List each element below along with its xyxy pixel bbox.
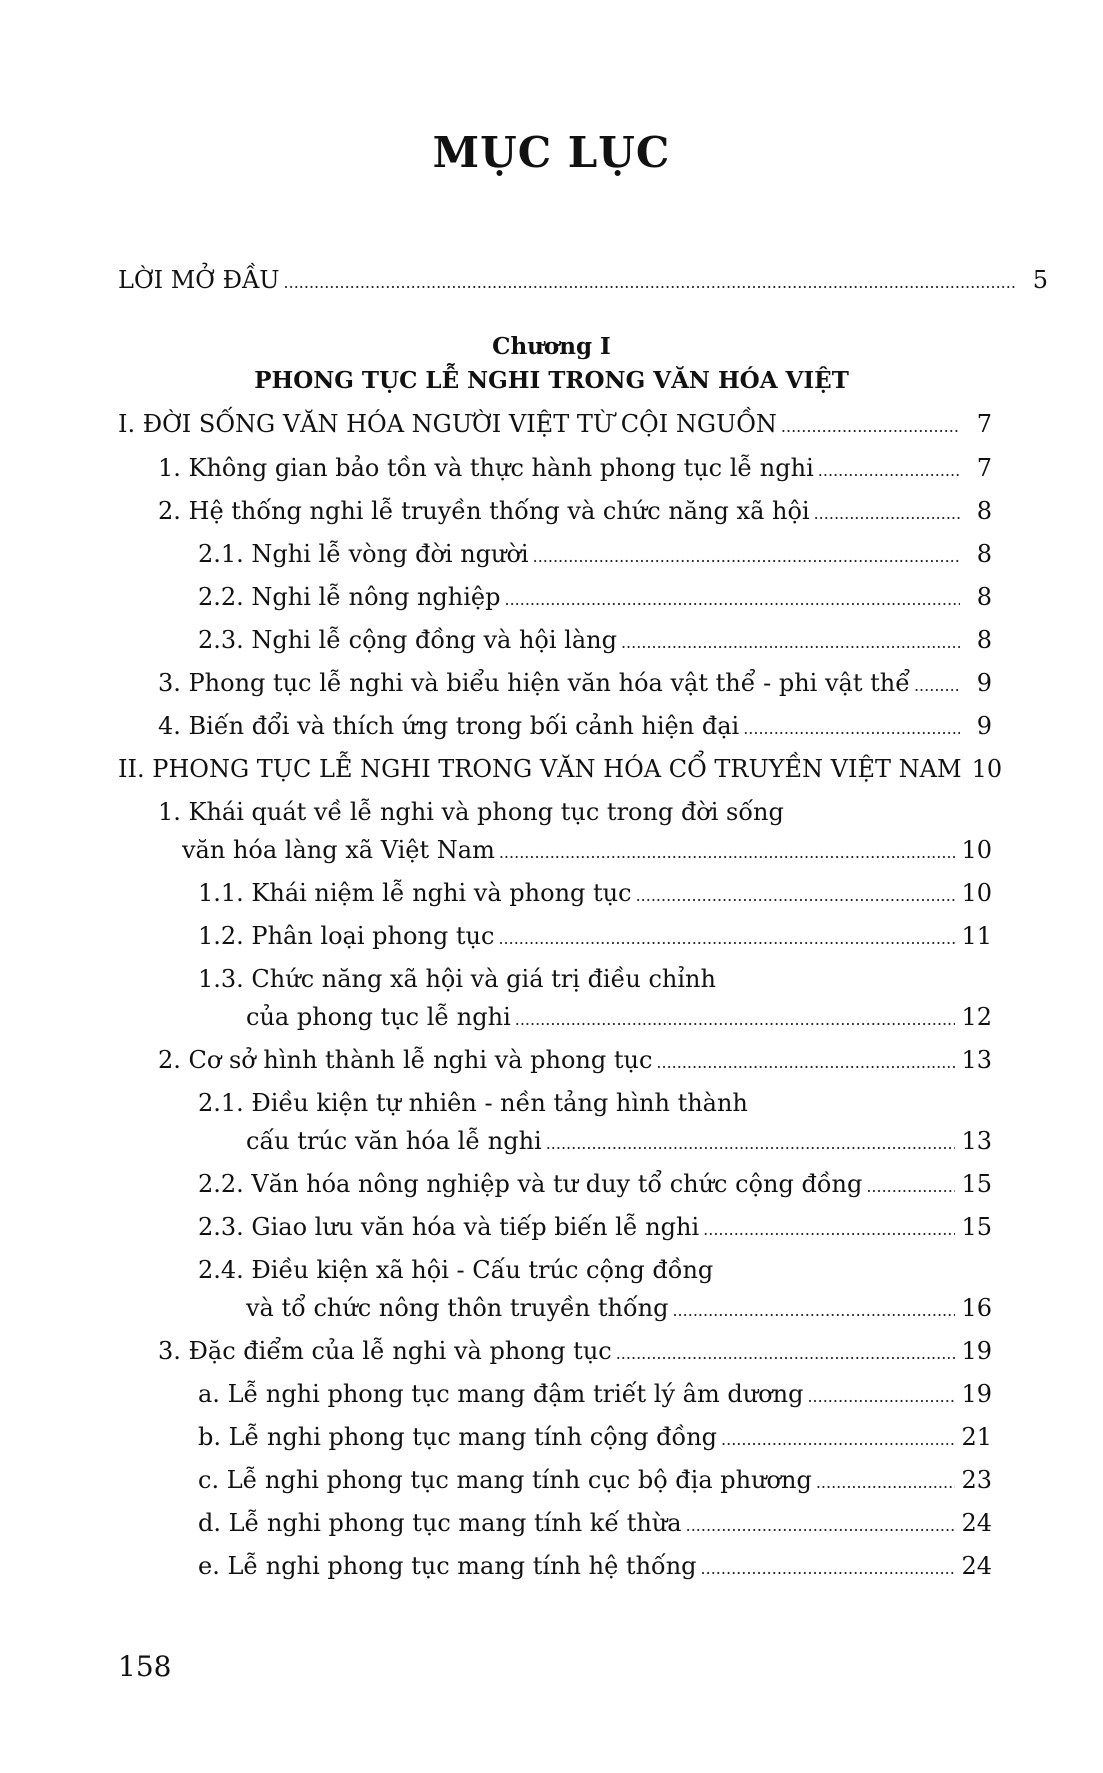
- toc-entry-continuation: cấu trúc văn hóa lễ nghi: [246, 1127, 542, 1155]
- toc-entry-page: 23: [961, 1466, 992, 1494]
- toc-entry-page: 15: [961, 1213, 992, 1241]
- toc-entry-page: 8: [976, 540, 992, 568]
- toc-entry-label: 2.4. Điều kiện xã hội - Cấu trúc cộng đồng: [198, 1256, 714, 1284]
- toc-entry-page: 5: [1032, 266, 1048, 294]
- toc-entry-label: e. Lễ nghi phong tục mang tính hệ thống: [198, 1552, 697, 1580]
- toc-entry-continuation: của phong tục lễ nghi: [246, 1003, 511, 1031]
- toc-entry-label: c. Lễ nghi phong tục mang tính cục bộ địa phương: [198, 1466, 812, 1494]
- toc-entry: [246, 1292, 992, 1324]
- toc-entry-page: 9: [976, 712, 992, 740]
- toc-entry-page: 19: [961, 1337, 992, 1365]
- leader-dots: [621, 624, 960, 659]
- toc-entry-page: 11: [961, 922, 992, 950]
- chapter-name: PHONG TỤC LỄ NGHI TRONG VĂN HÓA VIỆT: [254, 367, 849, 394]
- toc-entry-page: 10: [971, 755, 1003, 783]
- leader-dots: [636, 877, 956, 912]
- toc-entry-label: 2.3. Nghi lễ cộng đồng và hội làng: [198, 626, 617, 654]
- toc-entry-page: 15: [961, 1170, 992, 1198]
- toc-entry-label: 2. Cơ sở hình thành lễ nghi và phong tục: [158, 1046, 653, 1074]
- page-title: MỤC LỤC: [432, 128, 671, 177]
- toc-entry-label: a. Lễ nghi phong tục mang đậm triết lý âm dương: [198, 1380, 804, 1408]
- toc-entry: [198, 1464, 992, 1496]
- leader-dots: [814, 495, 960, 530]
- leader-dots: [533, 538, 960, 573]
- leader-dots: [818, 452, 960, 487]
- toc-entry-label: 1.2. Phân loại phong tục: [198, 922, 495, 950]
- toc-entry-label: 1.3. Chức năng xã hội và giá trị điều chỉnh: [198, 965, 716, 993]
- toc-entry: [158, 1335, 992, 1367]
- toc-entry: [198, 1168, 992, 1200]
- toc-entry: [246, 1001, 992, 1033]
- toc-entry-label: b. Lễ nghi phong tục mang tính cộng đồng: [198, 1423, 718, 1451]
- leader-dots: [499, 834, 956, 869]
- toc-entry: [158, 667, 992, 699]
- leader-dots: [781, 408, 960, 443]
- toc-entry-label: 3. Phong tục lễ nghi và biểu hiện văn hóa vật thể - phi vật thể: [158, 669, 910, 697]
- toc-entry-page: 10: [961, 836, 992, 864]
- toc-entry: [118, 753, 1003, 785]
- leader-dots: [284, 264, 1016, 299]
- leader-dots: [672, 1292, 955, 1327]
- toc-entry-page: 9: [976, 669, 992, 697]
- toc-entry-page: 16: [961, 1294, 992, 1322]
- leader-dots: [721, 1421, 955, 1456]
- toc-entry: [182, 834, 992, 866]
- toc-entry: [158, 1044, 992, 1076]
- leader-dots: [515, 1001, 956, 1036]
- leader-dots: [686, 1507, 956, 1542]
- toc-entry: [246, 1125, 992, 1157]
- toc-entry: [158, 495, 992, 527]
- toc-entry-label: 4. Biến đổi và thích ứng trong bối cảnh hiện đại: [158, 712, 740, 740]
- toc-entry-label: 1. Khái quát về lễ nghi và phong tục trong đời sống: [158, 798, 784, 826]
- toc-entry-label: 2.3. Giao lưu văn hóa và tiếp biến lễ nghi: [198, 1213, 700, 1241]
- leader-dots: [743, 710, 960, 745]
- chapter-number: Chương I: [492, 333, 611, 360]
- toc-entry-label: d. Lễ nghi phong tục mang tính kế thừa: [198, 1509, 682, 1537]
- leader-dots: [807, 1378, 955, 1413]
- toc-entry-label: 1. Không gian bảo tồn và thực hành phong tục lễ nghi: [158, 454, 814, 482]
- toc-entry: [198, 1421, 992, 1453]
- toc-entry-page: 21: [961, 1423, 992, 1451]
- leader-dots: [498, 920, 955, 955]
- toc-entry-page: 13: [961, 1127, 992, 1155]
- toc-entry-continuation: văn hóa làng xã Việt Nam: [182, 836, 495, 864]
- leader-dots: [546, 1125, 956, 1160]
- toc-entry-page: 7: [976, 454, 992, 482]
- toc-entry-page: 19: [961, 1380, 992, 1408]
- toc-entry-label: I. ĐỜI SỐNG VĂN HÓA NGƯỜI VIỆT TỪ CỘI NGUỒN: [118, 410, 777, 438]
- toc-entry: [198, 1211, 992, 1243]
- toc-entry: [198, 1550, 992, 1582]
- toc-entry-page: 24: [961, 1509, 992, 1537]
- toc-entry: [158, 710, 992, 742]
- toc-entry-page: 8: [976, 583, 992, 611]
- toc-entry: [198, 1507, 992, 1539]
- toc-entry-page: 8: [976, 626, 992, 654]
- toc-entry-page: 12: [961, 1003, 992, 1031]
- toc-entry: [198, 1378, 992, 1410]
- toc-entry: [198, 581, 992, 613]
- toc-entry: [198, 877, 992, 909]
- leader-dots: [505, 581, 961, 616]
- toc-entry-label: 2.2. Nghi lễ nông nghiệp: [198, 583, 501, 611]
- toc-entry-label: 1.1. Khái niệm lễ nghi và phong tục: [198, 879, 632, 907]
- toc-entry-page: 7: [976, 410, 992, 438]
- toc-entry: [198, 920, 992, 952]
- leader-dots: [703, 1211, 955, 1246]
- toc-entry: [198, 624, 992, 656]
- toc-entry-page: 13: [961, 1046, 992, 1074]
- toc-entry-label: 2.1. Nghi lễ vòng đời người: [198, 540, 529, 568]
- leader-dots: [701, 1550, 956, 1585]
- toc-entry-label: 3. Đặc điểm của lễ nghi và phong tục: [158, 1337, 612, 1365]
- toc-entry-intro: [118, 264, 1048, 296]
- leader-dots: [616, 1335, 956, 1370]
- toc-entry-page: 10: [961, 879, 992, 907]
- toc-entry-label: LỜI MỞ ĐẦU: [118, 266, 280, 294]
- toc-entry-label: 2.1. Điều kiện tự nhiên - nền tảng hình thành: [198, 1089, 748, 1117]
- leader-dots: [816, 1464, 956, 1499]
- toc-entry-continuation: và tổ chức nông thôn truyền thống: [246, 1294, 669, 1322]
- toc-entry-page: 24: [961, 1552, 992, 1580]
- toc-entry-page: 8: [976, 497, 992, 525]
- leader-dots: [866, 1168, 955, 1203]
- toc-entry: [158, 452, 992, 484]
- leader-dots: [914, 667, 960, 702]
- toc-entry: [118, 408, 992, 440]
- toc-entry-label: 2. Hệ thống nghi lễ truyền thống và chức năng xã hội: [158, 497, 810, 525]
- page-number: 158: [118, 1650, 172, 1683]
- toc-entry: [198, 538, 992, 570]
- toc-entry-label: II. PHONG TỤC LỄ NGHI TRONG VĂN HÓA CỔ TRUYỀN VIỆT NAM: [118, 755, 962, 783]
- toc-entry-label: 2.2. Văn hóa nông nghiệp và tư duy tổ chức cộng đồng: [198, 1170, 863, 1198]
- leader-dots: [656, 1044, 955, 1079]
